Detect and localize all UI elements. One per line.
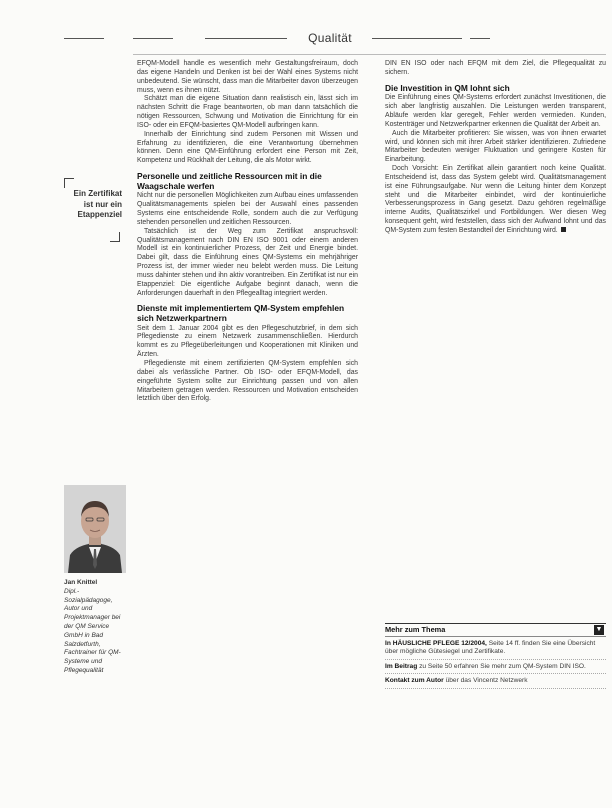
paragraph: DIN EN ISO oder nach EFQM mit dem Ziel, die Pflegequalität zu sichern. — [385, 60, 606, 76]
pull-quote-corner-top-left — [64, 178, 74, 188]
paragraph: Seit dem 1. Januar 2004 gibt es den Pflegeschutzbrief, in dem sich Pflegedienste zu einem Netzwerk zusammenschließen. Hierdurch kommt es zu Pflegeüberleitungen und Kooperationen mit Kliniken und Ärzten. — [137, 324, 358, 359]
more-item-article — [385, 663, 606, 674]
article-column-left — [137, 60, 358, 404]
paragraph: Auch die Mitarbeiter profitieren: Sie wissen, was von ihnen erwartet wird, und können sich mit ihrer Arbeit stärker identifizieren. Zufriedene Mitarbeiter bedeuten weniger Fluktuation und geringere Kosten für Einarbeitung. — [385, 129, 606, 164]
more-item-article-lead: Im Beitrag — [385, 662, 418, 670]
pull-quote-text: Ein Zertifikat ist nur ein Etappenziel — [73, 189, 122, 219]
more-item-contact-text: über das Vincentz Netzwerk — [445, 677, 528, 685]
header-rule-right-1 — [372, 38, 462, 39]
end-of-article-mark — [561, 227, 566, 232]
paragraph: Die Einführung eines QM-Systems erfordert zunächst Investitionen, die sich aber langfristig auszahlen. Die Leistungen werden transparent, Abläufe werden klar geregelt, Fehler werden vermieden. Kunden, Kostenträger und Netzwerkpartner erkennen die Qualität der Arbeit an. — [385, 94, 606, 128]
paragraph: Tatsächlich ist der Weg zum Zertifikat anspruchsvoll: Qualitätsmanagement nach DIN EN ISO 9001 oder einem anderen Modell ist ein kontinuierlicher Prozess, der Zeit und Energie bindet. Dabei gilt, dass die Einführung eines QM-Systems ein mehrjähriger Prozess ist, der immer wieder neu belebt werden muss. Die Leitung muss dahinter stehen und ihn aktiv vorantreiben. Ein Zertifikat ist nur ein Etappenziel: Die eigentliche Aufgabe beginnt danach, wenn die Anforderungen dauerhaft in den Pflegealltag integriert werden. — [137, 227, 358, 297]
author-portrait-image — [64, 485, 126, 573]
header-rule-left-2 — [133, 38, 173, 39]
subheading-investment: Die Investition in QM lohnt sich — [385, 82, 510, 93]
paragraph-text: Doch Vorsicht: Ein Zertifikat allein garantiert noch keine Qualität. Entscheidend ist, dass das System gelebt wird. Qualitätsmanagement ist eine Führungsaufgabe. Nur wenn die Leitung hinter dem Konzept steht und die Mitarbeiter einbindet, wird der kontinuierliche Verbesserungsprozess in Gang gesetzt. Dazu gehören regelmäßige interne Audits, Qualitätszirkel und Fortbildungen. Wer diesen Weg konsequent geht, wird feststellen, dass sich der Aufwand lohnt und das QM-System zum festen Bestandteil der Einrichtung wird. — [385, 165, 606, 234]
more-item-issue-text: Seite 14 ff. finden Sie eine Übersicht über mögliche Gütesiegel und Zertifikate. — [385, 640, 596, 656]
header-rule-right-2 — [470, 38, 490, 39]
more-on-topic-title: Mehr zum Thema — [385, 625, 446, 634]
author-bio: Dipl.-Sozialpädagoge, Autor und Projektmanager bei der QM Service GmbH in Bad Salzdetfurth, Fachtrainer für QM-Systeme und Pflegequalität — [64, 587, 121, 674]
more-item-contact-lead: Kontakt zum Autor — [385, 677, 444, 685]
content-top-rule — [133, 54, 606, 55]
author-photo — [64, 485, 126, 573]
more-on-topic-header — [385, 623, 606, 637]
author-name: Jan Knittel — [64, 579, 98, 586]
subheading-network: Dienste mit implementiertem QM-System empfehlen sich Netzwerkpartnern — [137, 303, 345, 324]
paragraph: Innerhalb der Einrichtung sind zudem Personen mit Wissen und Erfahrung zu identifizieren, die eine Verantwortung übernehmen können. Denn eine QM-Einführung erfordert eine Person mit Zeit, Kompetenz und Rückhalt der Leitung, die als Motor wirkt. — [137, 130, 358, 165]
article-column-right — [385, 60, 606, 236]
header-rule-left-1 — [64, 38, 104, 39]
author-caption — [64, 579, 126, 676]
more-on-topic-box — [385, 623, 606, 689]
paragraph: Schätzt man die eigene Situation dann realistisch ein, lässt sich im nächsten Schritt die Frage beantworten, ob man dann tatsächlich die nötigen Ressourcen, Schwung und Motivation die Einrichtung für ein ISO- oder ein EFQM-basiertes QM-Modell aufbringen kann. — [137, 95, 358, 129]
more-item-issue — [385, 640, 606, 660]
section-title: Qualität — [308, 31, 352, 45]
more-item-article-text: zu Seite 50 erfahren Sie mehr zum QM-System DIN ISO. — [419, 662, 586, 670]
paragraph: EFQM-Modell handle es wesentlich mehr Gestaltungsfreiraum, doch das eigene Handeln und Denken ist bei der Wahl eines Systems nicht unbedeutend. Sie wünscht, dass man die Mitarbeiter davon überzeugen muss, wenn es ihnen nützt. — [137, 60, 358, 94]
paragraph: Nicht nur die personellen Möglichkeiten zum Aufbau eines umfassenden Qualitätsmanagements spielen bei der Auswahl eines passenden Systems eine entscheidende Rolle, sondern auch die zur Verfügung stehenden personellen und zeitlichen Ressourcen. — [137, 192, 358, 226]
header-rule-left-3 — [205, 38, 287, 39]
arrow-down-icon: ▼ — [595, 626, 603, 633]
more-item-issue-lead: In HÄUSLICHE PFLEGE 12/2004, — [385, 640, 487, 647]
subheading-resources: Personelle und zeitliche Ressourcen mit in die Waagschale werfen — [137, 171, 322, 191]
paragraph-last — [385, 165, 606, 236]
paragraph: Pflegedienste mit einem zertifizierten QM-System empfehlen sich dabei als verlässliche Partner. Ob ISO- oder EFQM-Modell, das eingeführte System sollte zur Einrichtung passen und von allen Mitarbeitern getragen werden. Ressourcen und Motivation entscheiden letztlich über den Erfolg. — [137, 360, 358, 403]
more-item-contact — [385, 677, 606, 688]
pull-quote-corner-bottom-right — [110, 232, 120, 242]
